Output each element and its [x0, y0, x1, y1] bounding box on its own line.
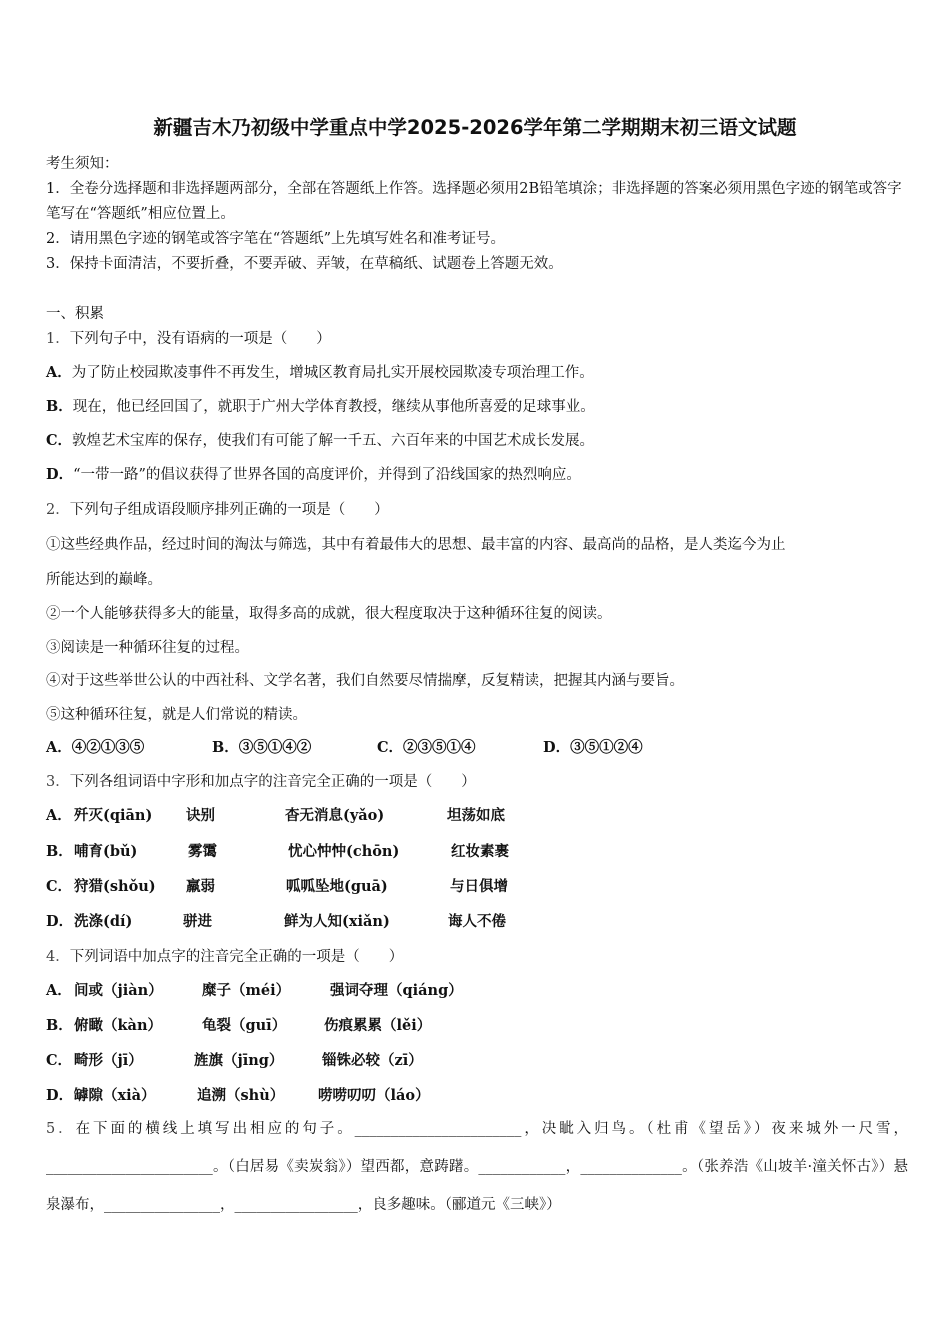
option-label: D．: [543, 739, 571, 756]
q2-option-a[interactable]: [46, 736, 144, 757]
word-item: 唠唠叨叨（láo）: [318, 1087, 430, 1104]
question-text: 在下面的横线上填写出相应的句子。_______________________，决眦入归鸟。（杜甫《望岳》）夜来城外一尺雪，_______________________。（白居易《卖炭翁》）望西都，意踌躇。____________，______________。（张养浩《山坡羊·潼关怀古》）悬泉瀑布，________________，_________________，良多趣味。（郦道元《三峡》）: [46, 1121, 908, 1213]
word-item: 忧心忡忡(chōn): [288, 843, 400, 860]
question-1-stem: [46, 327, 331, 348]
word-item: 强词夺理（qiáng）: [330, 982, 463, 999]
word-item: 红妆素裹: [451, 843, 509, 860]
word-item: 洗涤(dí): [74, 913, 133, 930]
option-label: B．: [46, 843, 73, 860]
option-label: C．: [377, 739, 404, 756]
word-item: 骈进: [183, 913, 212, 930]
q2-sentence-1-cont: 所能达到的巅峰。: [46, 572, 162, 588]
question-number: 2．: [46, 502, 70, 518]
page-title: 新疆吉木乃初级中学重点中学2025-2026学年第二学期期末初三语文试题: [153, 116, 797, 139]
word-item: 羸弱: [186, 878, 215, 895]
q2-option-c[interactable]: [377, 736, 476, 757]
q2-sentence-5: ⑤这种循环往复，就是人们常说的精读。: [46, 707, 307, 723]
word-item: 雾霭: [188, 843, 217, 860]
word-item: 罅隙（xià）: [74, 1087, 156, 1104]
question-number: 1．: [46, 331, 70, 347]
notice-item-2: 2．请用黑色字迹的钢笔或答字笔在“答题纸”上先填写姓名和准考证号。: [46, 231, 506, 247]
question-number: 3．: [46, 774, 70, 790]
question-text: 下列句子组成语段顺序排列正确的一项是（ ）: [69, 502, 389, 518]
question-number: 4．: [46, 949, 70, 965]
q2-option-d[interactable]: [543, 736, 643, 757]
q2-sentence-3: ③阅读是一种循环往复的过程。: [46, 640, 249, 656]
option-text: 为了防止校园欺凌事件不再发生，增城区教育局扎实开展校园欺凌专项治理工作。: [71, 365, 594, 381]
word-item: 与日俱增: [450, 878, 508, 895]
word-item: 诀别: [186, 807, 215, 824]
word-item: 间或（jiàn）: [74, 982, 163, 999]
word-item: 畸形（jī）: [74, 1052, 143, 1069]
option-label: D．: [46, 913, 74, 930]
word-item: 哺育(bǔ): [74, 843, 138, 860]
word-item: 追溯（shù）: [197, 1087, 285, 1104]
option-label: C．: [46, 1052, 73, 1069]
word-item: 杳无消息(yǎo): [285, 807, 385, 824]
question-5[interactable]: [46, 1110, 908, 1224]
question-text: 下列词语中加点字的注音完全正确的一项是（ ）: [69, 949, 404, 965]
option-label: A．: [46, 982, 72, 999]
option-label: D．: [46, 466, 74, 483]
option-text: “一带一路”的倡议获得了世界各国的高度评价，并得到了沿线国家的热烈响应。: [73, 467, 581, 483]
q2-option-b[interactable]: [212, 736, 311, 757]
word-item: 歼灭(qiān): [74, 807, 153, 824]
option-label: A．: [46, 807, 72, 824]
q1-option-d[interactable]: [46, 463, 581, 484]
q2-sentence-1: ①这些经典作品，经过时间的淘汰与筛选，其中有着最伟大的思想、最丰富的内容、最高尚的品格，是人类迄今为止: [46, 537, 786, 553]
word-item: 俯瞰（kàn）: [74, 1017, 162, 1034]
question-2-stem: [46, 498, 389, 519]
question-4-stem: [46, 945, 403, 966]
word-item: 锱铢必较（zī）: [322, 1052, 423, 1069]
q2-sentence-2: ②一个人能够获得多大的能量，取得多高的成就，很大程度取决于这种循环往复的阅读。: [46, 606, 612, 622]
option-text: ④②①③⑤: [71, 739, 145, 756]
question-text: 下列各组词语中字形和加点字的注音完全正确的一项是（ ）: [69, 774, 476, 790]
question-3-stem: [46, 770, 476, 791]
option-label: B．: [46, 1017, 73, 1034]
q2-sentence-4: ④对于这些举世公认的中西社科、文学名著，我们自然要尽情揣摩，反复精读，把握其内涵与要旨。: [46, 673, 684, 689]
question-text: 下列句子中，没有语病的一项是（ ）: [69, 331, 331, 347]
word-item: 鲜为人知(xiǎn): [284, 913, 390, 930]
word-item: 诲人不倦: [448, 913, 506, 930]
q1-option-b[interactable]: [46, 395, 595, 416]
word-item: 龟裂（guī）: [202, 1017, 287, 1034]
question-number: 5．: [46, 1121, 76, 1137]
option-text: ③⑤①②④: [570, 739, 643, 756]
option-label: C．: [46, 878, 73, 895]
notice-heading: 考生须知：: [46, 156, 119, 172]
q1-option-a[interactable]: [46, 361, 594, 382]
word-item: 糜子（méi）: [202, 982, 291, 999]
notice-item-3: 3．保持卡面清洁，不要折叠，不要弄破、弄皱，在草稿纸、试题卷上答题无效。: [46, 256, 563, 272]
option-label: A．: [46, 364, 72, 381]
word-item: 伤痕累累（lěi）: [324, 1017, 432, 1034]
option-text: ②③⑤①④: [403, 739, 476, 756]
word-item: 呱呱坠地(guā): [286, 878, 388, 895]
option-label: D．: [46, 1087, 74, 1104]
option-text: 敦煌艺术宝库的保存，使我们有可能了解一千五、六百年来的中国艺术成长发展。: [72, 433, 595, 449]
option-label: C．: [46, 432, 73, 449]
word-item: 坦荡如底: [447, 807, 505, 824]
notice-item-1: 1．全卷分选择题和非选择题两部分，全部在答题纸上作答。选择题必须用2B铅笔填涂；非选择题的答案必须用黑色字迹的钢笔或答字笔写在“答题纸”相应位置上。: [46, 181, 902, 222]
q1-option-c[interactable]: [46, 429, 594, 450]
word-item: 旌旗（jīng）: [194, 1052, 284, 1069]
option-text: 现在，他已经回国了，就职于广州大学体育教授，继续从事他所喜爱的足球事业。: [72, 399, 595, 415]
word-item: 狩猎(shǒu): [74, 878, 156, 895]
option-text: ③⑤①④②: [238, 739, 312, 756]
section-heading: 一、积累: [46, 306, 104, 322]
option-label: B．: [212, 739, 239, 756]
option-label: A．: [46, 739, 72, 756]
option-label: B．: [46, 398, 73, 415]
